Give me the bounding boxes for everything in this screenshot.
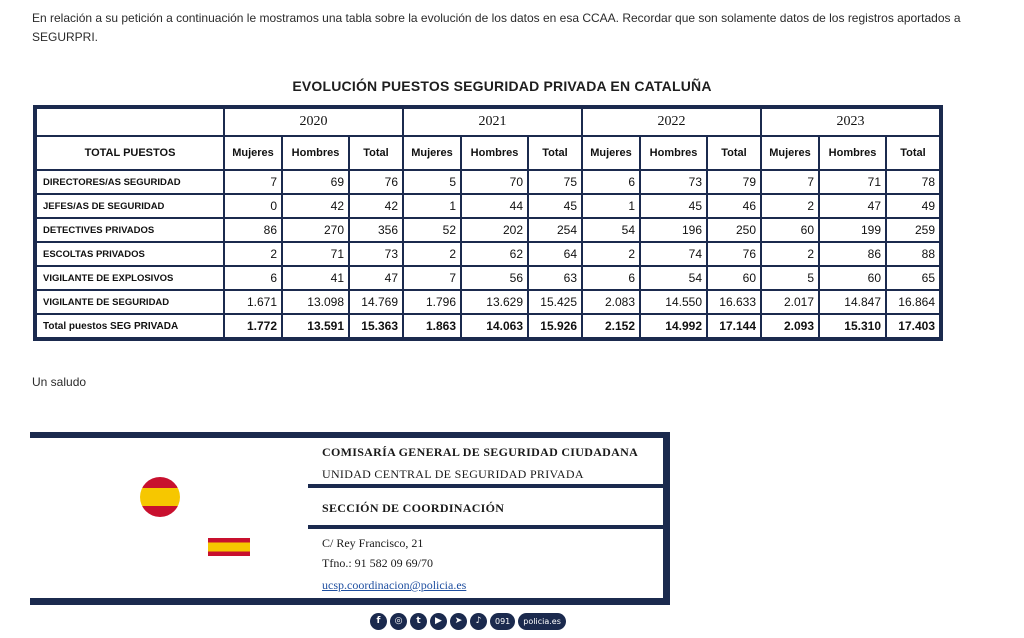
table-cell: 16.633 — [708, 291, 760, 313]
table-cell: 17.403 — [887, 315, 939, 337]
column-header: Mujeres — [404, 137, 460, 169]
table-row — [37, 195, 939, 217]
table-cell: 60 — [762, 219, 818, 241]
phone-091-badge[interactable]: 091 — [490, 613, 515, 630]
table-cell: 2.083 — [583, 291, 639, 313]
year-header: 2022 — [583, 109, 760, 135]
row-label: VIGILANTE DE SEGURIDAD — [37, 291, 223, 313]
row-label: JEFES/AS DE SEGURIDAD — [37, 195, 223, 217]
column-header: Total — [350, 137, 402, 169]
table-cell: 45 — [641, 195, 706, 217]
year-header: 2020 — [225, 109, 402, 135]
signature-department: COMISARÍA GENERAL DE SEGURIDAD CIUDADANA — [322, 445, 639, 459]
table-cell: 63 — [529, 267, 581, 289]
instagram-icon[interactable]: ◎ — [390, 613, 407, 630]
table-cell: 65 — [887, 267, 939, 289]
table-cell: 7 — [762, 171, 818, 193]
year-header-row — [37, 109, 939, 135]
table-cell: 76 — [350, 171, 402, 193]
facebook-icon[interactable]: f — [370, 613, 387, 630]
table-cell: 0 — [225, 195, 281, 217]
table-cell: 202 — [462, 219, 527, 241]
table-cell: 46 — [708, 195, 760, 217]
table-cell: 13.098 — [283, 291, 348, 313]
table-cell: 7 — [404, 267, 460, 289]
column-header: Total — [708, 137, 760, 169]
signature-top-bar — [30, 432, 670, 438]
table-cell: 52 — [404, 219, 460, 241]
table-cell: 5 — [762, 267, 818, 289]
table-cell: 71 — [820, 171, 885, 193]
signature-address: C/ Rey Francisco, 21 — [322, 536, 424, 550]
table-row — [37, 243, 939, 265]
column-header: Hombres — [283, 137, 348, 169]
table-cell: 17.144 — [708, 315, 760, 337]
table-cell: 47 — [820, 195, 885, 217]
tiktok-icon[interactable]: ♪ — [470, 613, 487, 630]
table-cell: 1 — [404, 195, 460, 217]
table-cell: 2.152 — [583, 315, 639, 337]
table-cell: 254 — [529, 219, 581, 241]
table-cell: 78 — [887, 171, 939, 193]
table-cell: 7 — [225, 171, 281, 193]
row-label: Total puestos SEG PRIVADA — [37, 315, 223, 337]
table-cell: 1.671 — [225, 291, 281, 313]
table-cell: 1.796 — [404, 291, 460, 313]
column-header: Total — [887, 137, 939, 169]
table-cell: 44 — [462, 195, 527, 217]
column-header: Hombres — [462, 137, 527, 169]
table-cell: 47 — [350, 267, 402, 289]
row-label: DIRECTORES/AS SEGURIDAD — [37, 171, 223, 193]
table-cell: 60 — [708, 267, 760, 289]
table-cell: 15.926 — [529, 315, 581, 337]
closing-text: Un saludo — [32, 375, 87, 389]
twitter-icon[interactable]: t — [410, 613, 427, 630]
intro-paragraph: En relación a su petición a continuación le mostramos una tabla sobre la evolución de los datos en esa CCAA. Recordar que son solamente datos de los registros aportados a SEGURPRI. — [32, 11, 961, 44]
table-cell: 16.864 — [887, 291, 939, 313]
table-cell: 250 — [708, 219, 760, 241]
table-cell: 14.063 — [462, 315, 527, 337]
column-header: Mujeres — [225, 137, 281, 169]
table-cell: 270 — [283, 219, 348, 241]
table-cell: 60 — [820, 267, 885, 289]
table-cell: 2 — [762, 195, 818, 217]
signature-divider — [308, 484, 663, 488]
table-cell: 73 — [641, 171, 706, 193]
table-cell: 2.093 — [762, 315, 818, 337]
table-cell: 42 — [283, 195, 348, 217]
table-cell: 1.863 — [404, 315, 460, 337]
table-cell: 14.550 — [641, 291, 706, 313]
table-cell: 15.425 — [529, 291, 581, 313]
stats-table — [33, 105, 943, 341]
table-cell: 41 — [283, 267, 348, 289]
social-links — [370, 612, 566, 630]
table-cell: 86 — [820, 243, 885, 265]
table-cell: 1.772 — [225, 315, 281, 337]
table-cell: 2 — [225, 243, 281, 265]
table-cell: 54 — [641, 267, 706, 289]
table-title: EVOLUCIÓN PUESTOS SEGURIDAD PRIVADA EN CATALUÑA — [292, 78, 712, 94]
spain-flag-icon — [208, 538, 250, 556]
table-cell: 71 — [283, 243, 348, 265]
table-cell: 14.769 — [350, 291, 402, 313]
table-cell: 15.310 — [820, 315, 885, 337]
column-header: Total — [529, 137, 581, 169]
youtube-icon[interactable]: ▶ — [430, 613, 447, 630]
table-cell: 42 — [350, 195, 402, 217]
signature-right-bar — [663, 432, 670, 605]
table-cell: 76 — [708, 243, 760, 265]
table-cell: 6 — [583, 171, 639, 193]
column-header: Hombres — [820, 137, 885, 169]
table-cell: 88 — [887, 243, 939, 265]
table-cell: 79 — [708, 171, 760, 193]
row-label: VIGILANTE DE EXPLOSIVOS — [37, 267, 223, 289]
table-cell: 13.591 — [283, 315, 348, 337]
table-cell: 75 — [529, 171, 581, 193]
table-cell: 69 — [283, 171, 348, 193]
table-cell: 56 — [462, 267, 527, 289]
signature-email-link[interactable]: ucsp.coordinacion@policia.es — [322, 578, 467, 592]
year-header: 2023 — [762, 109, 939, 135]
total-row — [37, 315, 939, 337]
table-cell: 86 — [225, 219, 281, 241]
signature-divider — [308, 525, 663, 529]
website-badge[interactable]: policia.es — [518, 613, 566, 630]
signature-section: SECCIÓN DE COORDINACIÓN — [322, 501, 505, 515]
table-row — [37, 219, 939, 241]
table-cell: 5 — [404, 171, 460, 193]
column-header: Mujeres — [762, 137, 818, 169]
row-label: DETECTIVES PRIVADOS — [37, 219, 223, 241]
table-cell: 356 — [350, 219, 402, 241]
table-cell: 70 — [462, 171, 527, 193]
table-row — [37, 267, 939, 289]
table-cell: 6 — [583, 267, 639, 289]
year-header: 2021 — [404, 109, 581, 135]
table-cell: 64 — [529, 243, 581, 265]
signature-bottom-bar — [30, 598, 670, 605]
table-cell: 74 — [641, 243, 706, 265]
table-cell: 2 — [762, 243, 818, 265]
table-cell: 14.847 — [820, 291, 885, 313]
column-header: Mujeres — [583, 137, 639, 169]
signature-phone: Tfno.: 91 582 09 69/70 — [322, 556, 433, 570]
table-cell: 6 — [225, 267, 281, 289]
table-cell: 2 — [404, 243, 460, 265]
table-cell: 259 — [887, 219, 939, 241]
table-cell: 2.017 — [762, 291, 818, 313]
corner-blank-cell — [37, 109, 223, 135]
column-header: Hombres — [641, 137, 706, 169]
table-cell: 199 — [820, 219, 885, 241]
row-label: ESCOLTAS PRIVADOS — [37, 243, 223, 265]
table-cell: 45 — [529, 195, 581, 217]
table-cell: 54 — [583, 219, 639, 241]
table-cell: 14.992 — [641, 315, 706, 337]
table-cell: 62 — [462, 243, 527, 265]
signature-unit: UNIDAD CENTRAL DE SEGURIDAD PRIVADA — [322, 467, 584, 481]
table-cell: 1 — [583, 195, 639, 217]
telegram-icon[interactable]: ➤ — [450, 613, 467, 630]
table-cell: 15.363 — [350, 315, 402, 337]
table-cell: 2 — [583, 243, 639, 265]
table-row — [37, 171, 939, 193]
table-cell: 73 — [350, 243, 402, 265]
corner-label: TOTAL PUESTOS — [37, 137, 223, 169]
table-row — [37, 291, 939, 313]
email-signature — [30, 432, 670, 606]
spain-emblem-icon — [140, 477, 180, 517]
table-cell: 13.629 — [462, 291, 527, 313]
table-cell: 196 — [641, 219, 706, 241]
column-header-row — [37, 137, 939, 169]
table-cell: 49 — [887, 195, 939, 217]
